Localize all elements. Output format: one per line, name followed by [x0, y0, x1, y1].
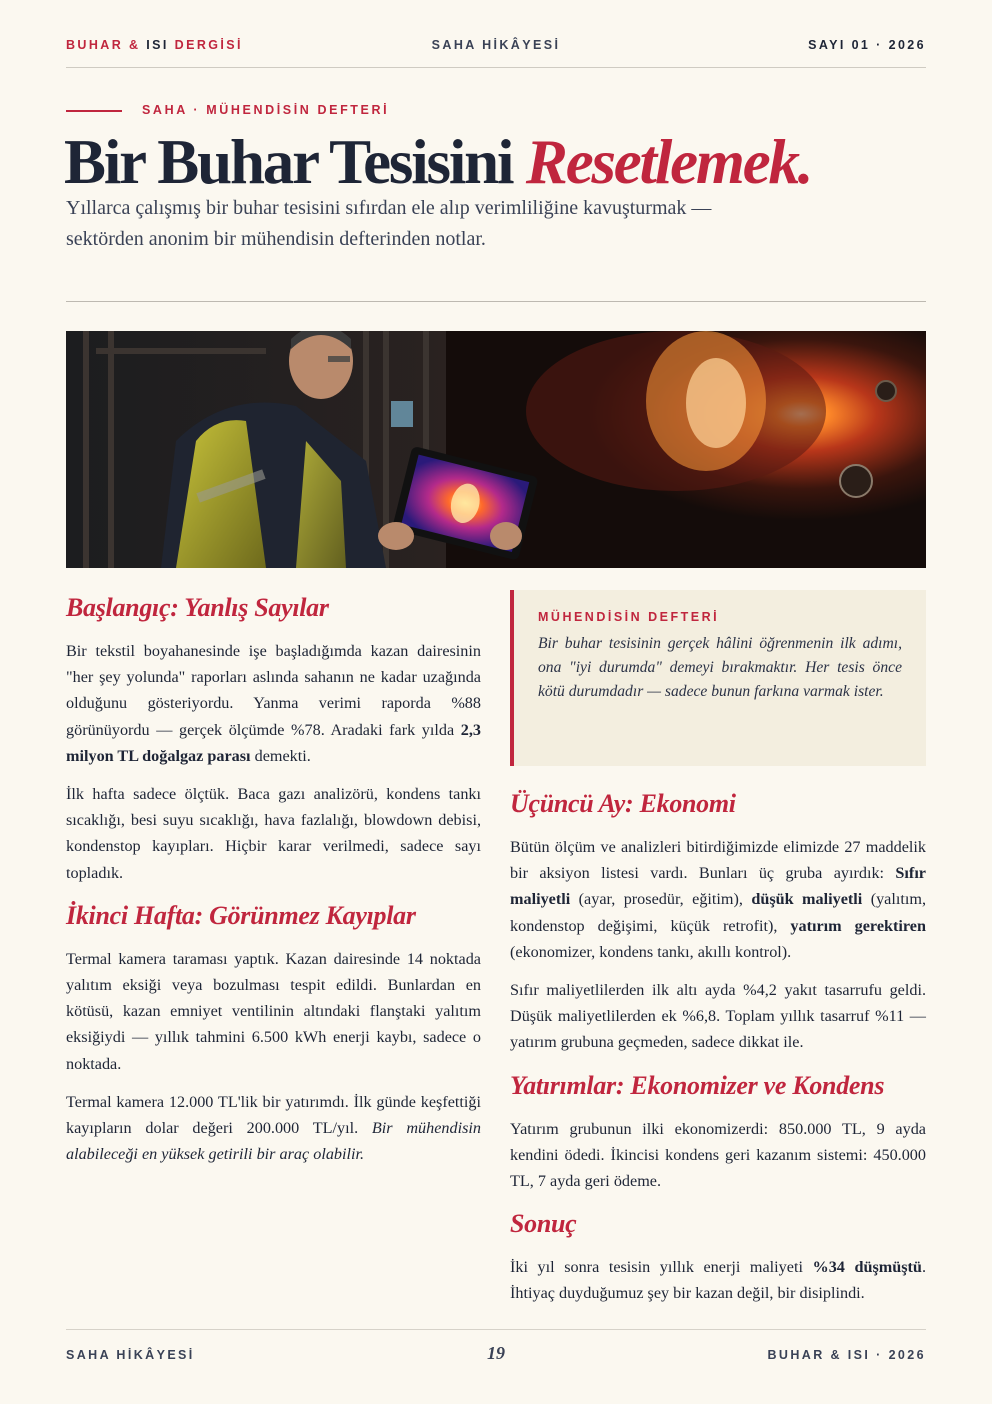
paragraph: İlk hafta sadece ölçtük. Baca gazı analizörü, kondens tankı sıcaklığı, besi suyu sıcaklığı, hava fazlalığı, blowdown debisi, kondenstop kayıpları. Hiçbir karar verilmedi, sadece sayı topladık.	[66, 785, 481, 882]
paragraph: Bir tekstil boyahanesinde işe başladığımda kazan dairesinin "her şey yolunda" raporları aslında sahanın ne kadar uzağında olduğunu gösteriyordu. Yanma verimi raporda %88 görünüyordu — gerçek ölçümde %78. Aradaki fark yılda 2,3 milyon TL doğalgaz parası demekti.	[66, 642, 481, 765]
callout-quote: Bir buhar tesisinin gerçek hâlini öğrenmenin ilk adımı, ona "iyi durumda" demeyi bırakmaktır. Her tesis önce kötü durumdadır — sadece bunun farkına varmak ister.	[538, 635, 902, 700]
paragraph: İki yıl sonra tesisin yıllık enerji maliyeti %34 düşmüştü. İhtiyaç duyduğumuz şey bir kazan değil, bir disiplindi.	[510, 1258, 926, 1303]
heading-ucuncu-ay: Üçüncü Ay: Ekonomi	[510, 789, 736, 818]
paragraph: Termal kamera taraması yaptık. Kazan dairesinde 14 noktada yalıtım eksiği veya bozulması tespit edildi. Bunlardan en kötüsü, kazan emniyet ventilinin altındaki flanştaki yalıtım eksiğiydi — yıllık tahmini 6.500 kWh enerji kaybı, sadece o noktada.	[66, 949, 481, 1073]
heading-baslangic: Başlangıç: Yanlış Sayılar	[66, 593, 329, 622]
issue-label: SAYI 01 · 2026	[808, 38, 926, 52]
kicker-rule	[66, 110, 122, 112]
footer-publication: BUHAR & ISI · 2026	[767, 1348, 926, 1362]
paragraph: Sıfır maliyetlilerden ilk altı ayda %4,2 yakıt tasarrufu geldi. Düşük maliyetlilerden ek %6,8. Toplam yıllık tasarruf %11 — yatırım grubuna geçmeden, sadece dikkat ile.	[510, 981, 926, 1052]
paragraph: Bütün ölçüm ve analizleri bitirdiğimizde elimizde 27 maddelik bir aksiyon listesi vardı. Bunları üç gruba ayırdık: Sıfır maliyetli (ayar, prosedür, eğitim), düşük maliyetli (yalıtım, kondenstop değişimi, küçük retrofit), yatırım gerektiren (ekonomizer, kondens tankı, akıllı kontrol).	[510, 838, 926, 961]
article-title-accent: Resetlemek.	[525, 127, 812, 197]
left-column	[66, 590, 481, 1167]
kicker-text: SAHA · MÜHENDİSİN DEFTERİ	[142, 103, 390, 117]
callout-label: MÜHENDİSİN DEFTERİ	[538, 610, 720, 624]
heading-ikinci-hafta: İkinci Hafta: Görünmez Kayıplar	[66, 900, 416, 930]
section-label: SAHA HİKÂYESİ	[431, 38, 561, 52]
page-footer	[66, 1329, 926, 1369]
paragraph: Yatırım grubunun ilki ekonomizerdi: 850.000 TL, 9 ayda kendini ödedi. İkincisi kondens geri kazanım sistemi: 450.000 TL, 7 ayda geri ödeme.	[510, 1119, 926, 1191]
engineer-notebook-callout	[510, 590, 926, 766]
heading-yatirimlar: Yatırımlar: Ekonomizer ve Kondens	[510, 1070, 885, 1100]
right-column	[510, 590, 926, 1307]
hero-photo	[66, 331, 926, 568]
footer-section: SAHA HİKÂYESİ	[66, 1348, 195, 1362]
article-title: Bir Buhar Tesisini Resetlemek.	[64, 127, 812, 197]
page-number: 19	[487, 1343, 505, 1363]
masthead-bar	[66, 36, 926, 68]
hero-illustration	[66, 331, 926, 568]
paragraph: Termal kamera 12.000 TL'lik bir yatırımdı. İlk günde keşfettiği kayıpların dolar değeri 200.000 TL/yıl. Bir mühendisin alabileceği en yüksek getirili bir araç olabilir.	[66, 1092, 481, 1164]
publication-name: BUHAR & ISI DERGİSİ	[66, 38, 243, 52]
article-dek: Yıllarca çalışmış bir buhar tesisini sıfırdan ele alıp verimliliğine kavuşturmak — sektörden anonim bir mühendisin defterinden notlar.	[66, 197, 712, 250]
heading-sonuc: Sonuç	[510, 1209, 577, 1239]
divider	[66, 301, 926, 302]
